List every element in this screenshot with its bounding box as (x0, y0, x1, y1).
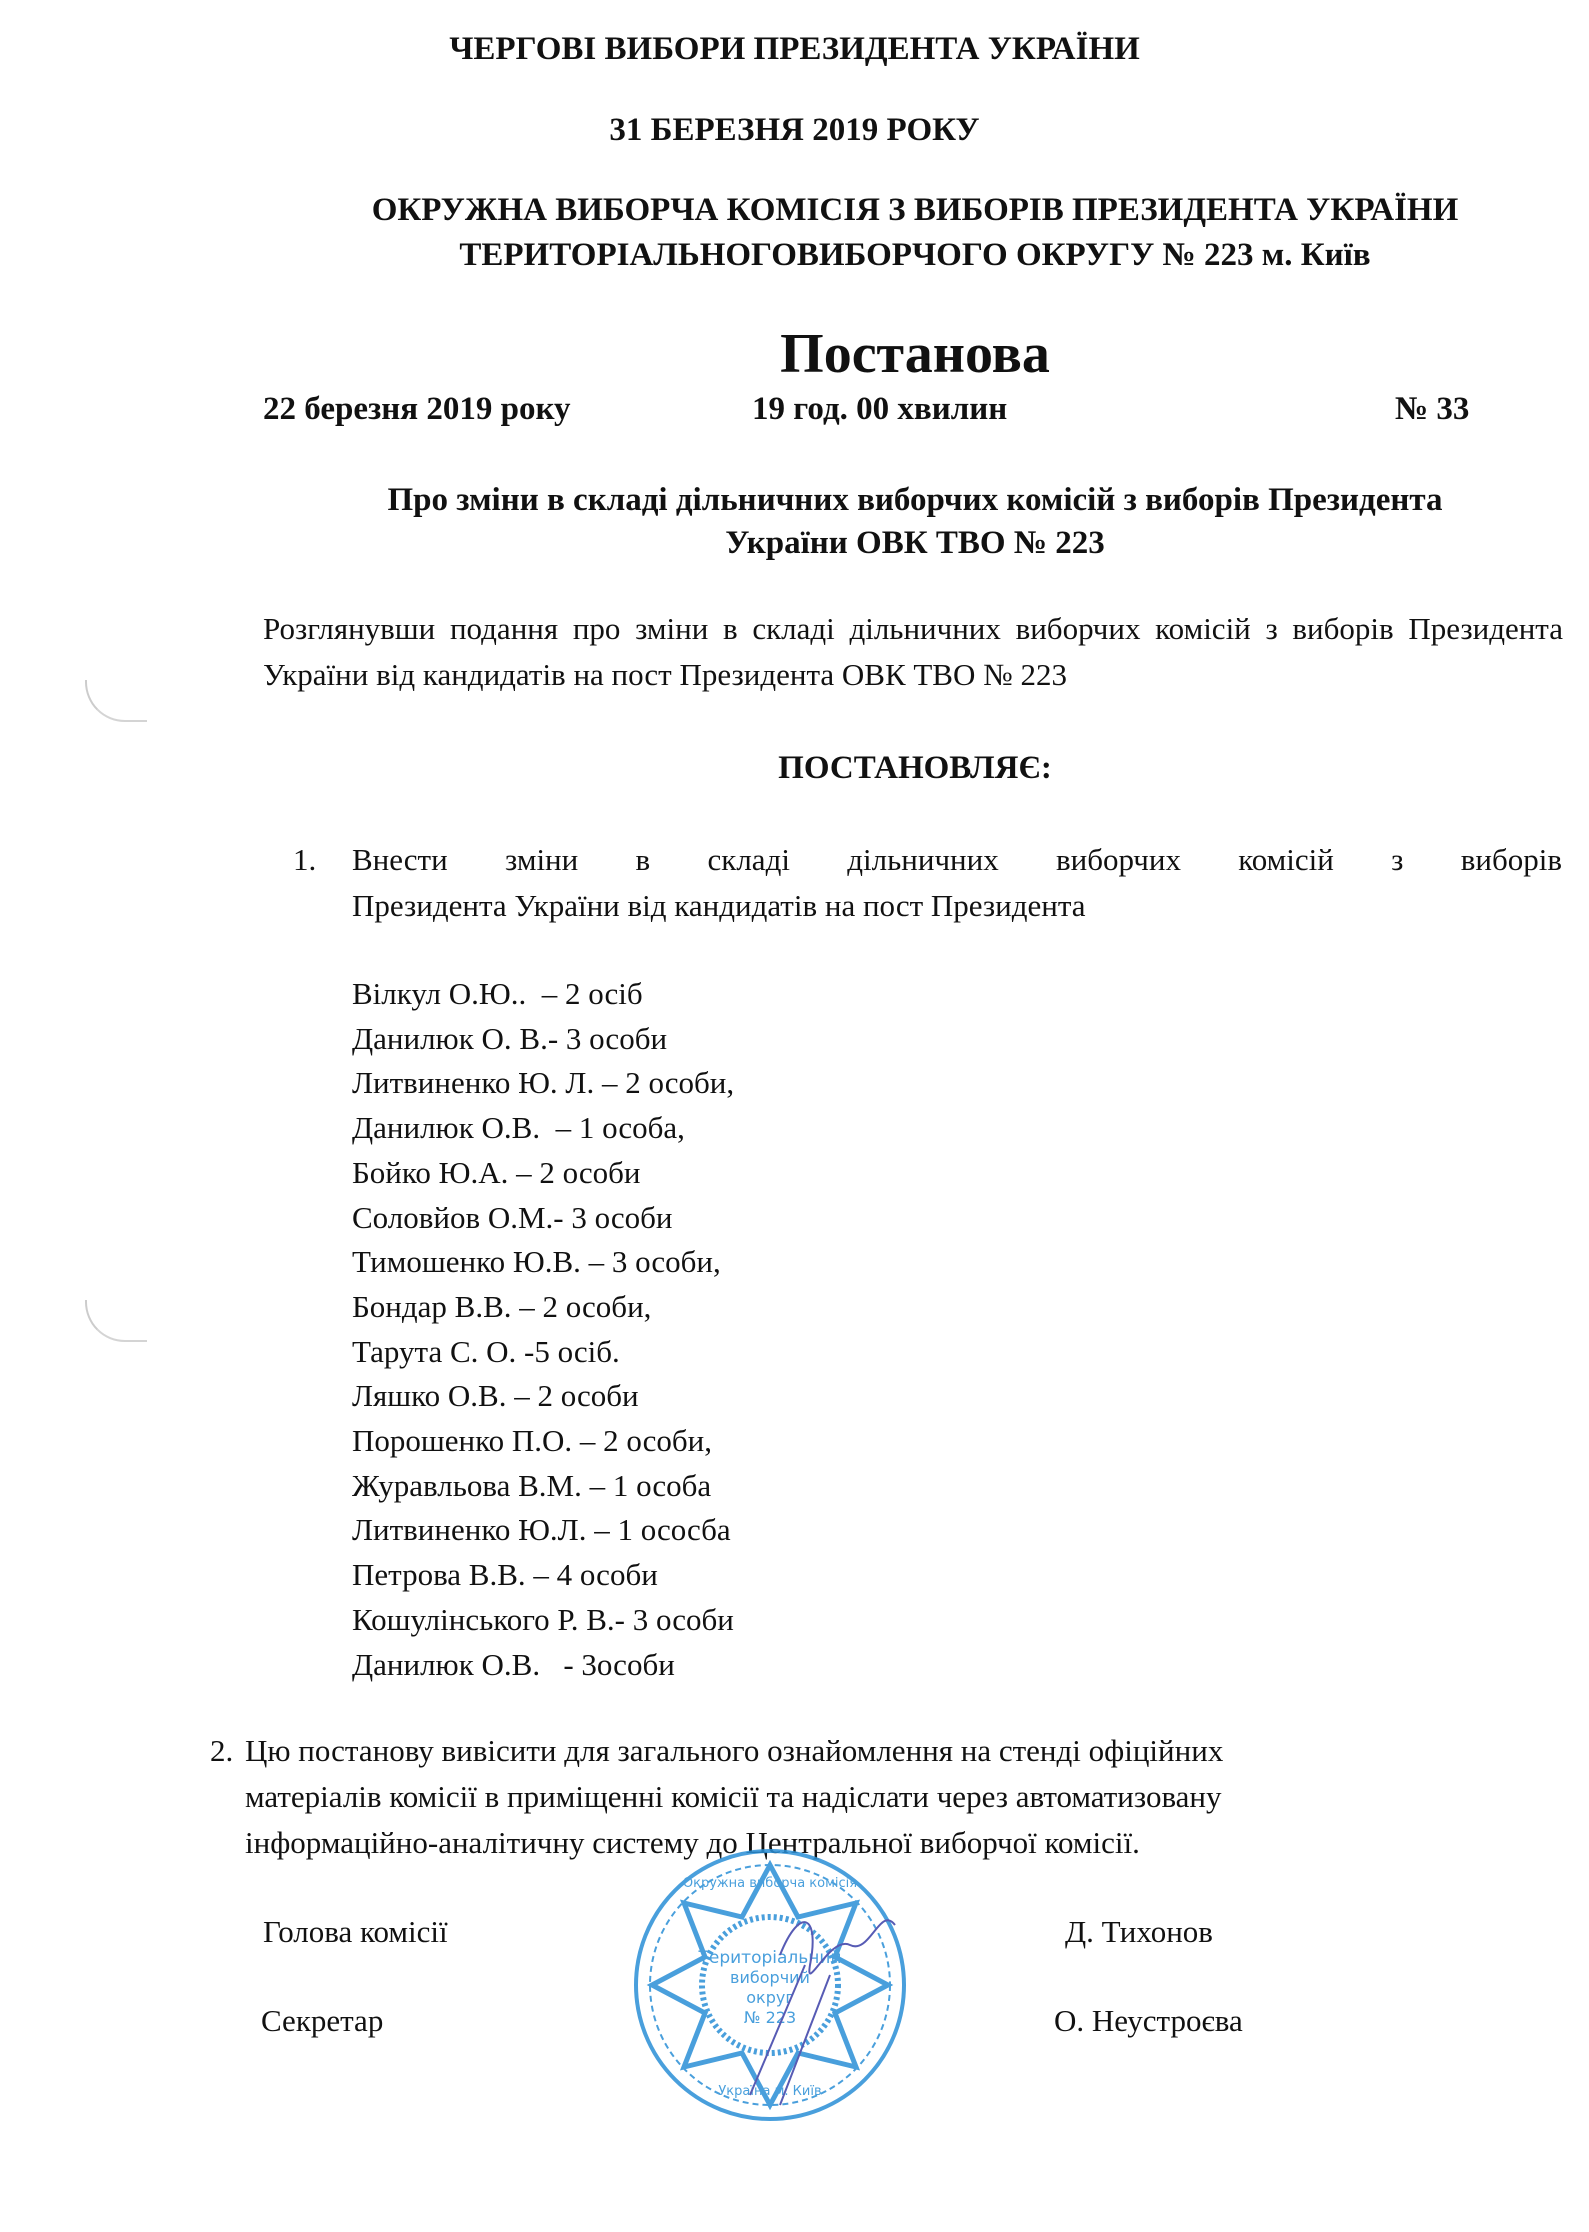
secretary-label: Секретар (261, 2003, 384, 2038)
punch-hole-mark (85, 680, 147, 722)
document-type: Постанова (780, 323, 1050, 385)
punch-hole-mark (85, 1300, 147, 1342)
item-2-number: 2. (210, 1733, 234, 1768)
stamp-center-text: округ (746, 1988, 794, 2007)
list-item: Данилюк О.В. - 3особи (352, 1646, 675, 1682)
list-item: Тарута С. О. -5 осіб. (352, 1333, 620, 1369)
subject-line-1: Про зміни в складі дільничних виборчих комісій з виборів Президента (387, 482, 1443, 518)
stamp-center-text: № 223 (743, 2008, 797, 2027)
item-2-line-2: матеріалів комісії в приміщенні комісії та надіслати через автоматизовану (245, 1779, 1222, 1814)
list-item: Журавльова В.М. – 1 особа (352, 1467, 712, 1503)
item-2-line-1: Цю постанову вивісити для загального ознайомлення на стенді офіційних (245, 1733, 1224, 1768)
stamp-center-text: Територіальний (698, 1948, 842, 1968)
list-item: Ляшко О.В. – 2 особи (352, 1378, 639, 1414)
list-item: Бойко Ю.А. – 2 особи (352, 1154, 641, 1190)
resolution-number: № 33 (1395, 391, 1470, 427)
secretary-name: О. Неустроєва (1054, 2003, 1243, 2038)
list-item: Литвиненко Ю. Л. – 2 особи, (352, 1065, 735, 1101)
candidate-list (352, 972, 734, 1687)
subject-line-2: України ОВК ТВО № 223 (725, 525, 1105, 561)
preamble: Розглянувши подання про зміни в складі дільничних виборчих комісій з виборів Президента України від кандидатів на пост Президента ОВК ТВО № 223 (263, 611, 1563, 692)
official-stamp (630, 1845, 910, 2125)
commission-name: ОКРУЖНА ВИБОРЧА КОМІСІЯ З ВИБОРІВ ПРЕЗИДЕНТА УКРАЇНИ (371, 192, 1459, 228)
stamp-outer-text: Окружна виборча комісія (682, 1876, 858, 1891)
stamp-bottom-text: Україна м. Київ (718, 2084, 822, 2099)
resolution-date: 22 березня 2019 року (263, 391, 571, 427)
resolves-heading: ПОСТАНОВЛЯЄ: (778, 750, 1052, 786)
item-1-number: 1. (293, 842, 317, 877)
item-1-line-2: Президента України від кандидатів на пост Президента (352, 888, 1086, 923)
list-item: Кошулінського Р. В.- 3 особи (352, 1601, 734, 1637)
list-item: Данилюк О.В. – 1 особа, (352, 1110, 685, 1146)
stamp-center-text: виборчий (730, 1968, 810, 1987)
list-item: Порошенко П.О. – 2 особи, (352, 1423, 713, 1459)
district-name: ТЕРИТОРІАЛЬНОГОВИБОРЧОГО ОКРУГУ № 223 м. Київ (459, 237, 1371, 273)
chair-name: Д. Тихонов (1065, 1914, 1213, 1949)
list-item: Вілкул О.Ю.. – 2 осіб (352, 976, 643, 1011)
list-item: Данилюк О. В.- 3 особи (352, 1020, 668, 1056)
list-item: Литвиненко Ю.Л. – 1 ососба (352, 1512, 731, 1548)
item-1-line-1: Внести зміни в складі дільничних виборчих комісій з виборів (352, 842, 1562, 877)
chair-label: Голова комісії (263, 1914, 448, 1949)
list-item: Тимошенко Ю.В. – 3 особи, (352, 1244, 721, 1280)
list-item: Петрова В.В. – 4 особи (352, 1557, 658, 1593)
election-date: 31 БЕРЕЗНЯ 2019 РОКУ (609, 112, 980, 148)
election-title: ЧЕРГОВІ ВИБОРИ ПРЕЗИДЕНТА УКРАЇНИ (449, 31, 1140, 67)
item-2-line-3: інформаційно-аналітичну систему до Центральної виборчої комісії. (245, 1825, 1140, 1860)
list-item: Соловйов О.М.- 3 особи (352, 1199, 673, 1235)
list-item: Бондар В.В. – 2 особи, (352, 1288, 652, 1324)
resolution-time: 19 год. 00 хвилин (752, 391, 1008, 427)
